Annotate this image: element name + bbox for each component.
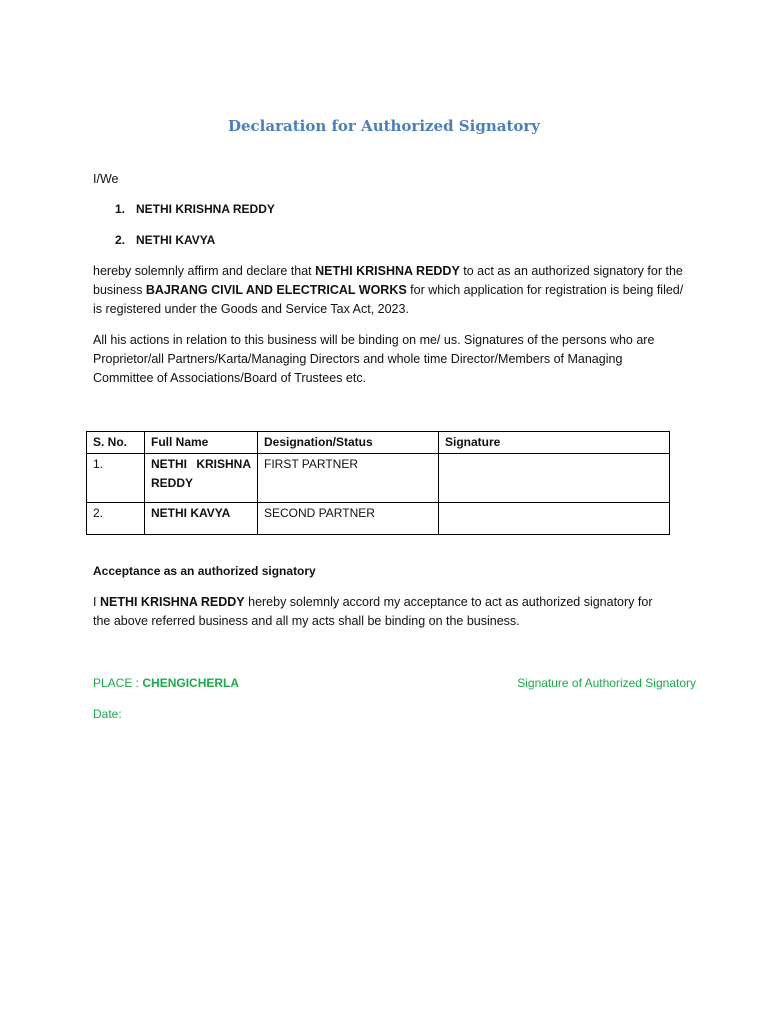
date-label: Date: [93,707,122,721]
signatory-name: NETHI KRISHNA REDDY [315,264,460,278]
list-number: 1. [115,202,126,216]
intro-text: I/We [93,172,119,186]
acceptance-text: I [93,595,100,609]
place-line [93,674,239,693]
table-row [87,454,670,503]
column-header: Full Name [145,432,258,454]
declaration-text: for which application for registration is being filed/ is registered under the Goods and Service Tax Act, 2023. [93,283,684,316]
column-header: S. No. [87,432,145,454]
cell-designation: SECOND PARTNER [258,503,439,535]
table-row [87,503,670,535]
cell-sno: 2. [87,503,145,535]
acceptance-paragraph [93,593,673,631]
column-header: Designation/Status [258,432,439,454]
cell-sno: 1. [87,454,145,503]
signatory-table [86,431,670,535]
place-value: CHENGICHERLA [142,676,240,690]
cell-name: NETHI KRISHNA REDDY [145,454,258,503]
person-list-item-1 [115,202,275,216]
signature-label: Signature of Authorized Signatory [517,676,696,690]
acceptance-text: hereby solemnly accord my acceptance to act as authorized signatory for the above referred business and all my acts shall be binding on the business. [93,595,653,628]
column-header: Signature [439,432,670,454]
cell-signature [439,503,670,535]
document-title: Declaration for Authorized Signatory [227,117,541,135]
cell-designation: FIRST PARTNER [258,454,439,503]
signatory-name: NETHI KRISHNA REDDY [99,595,245,609]
declaration-text: to act as an authorized signatory for the business [93,264,683,297]
cell-name: NETHI KAVYA [145,503,258,535]
table-header-row [87,432,670,454]
list-number: 2. [115,233,126,247]
declaration-text: hereby solemnly affirm and declare that [93,264,316,278]
business-name: BAJRANG CIVIL AND ELECTRICAL WORKS [145,283,407,297]
person-list-item-2 [115,233,215,247]
cell-signature [439,454,670,503]
declaration-paragraph [93,262,693,319]
person-name: NETHI KAVYA [136,233,216,247]
person-name: NETHI KRISHNA REDDY [136,202,275,216]
place-label: PLACE : [93,676,143,690]
acceptance-heading: Acceptance as an authorized signatory [93,564,316,578]
binding-paragraph: All his actions in relation to this business will be binding on me/ us. Signatures of the persons who are Proprietor/all Partners/Karta/Managing Directors and whole time Director/Members of Managing Committee of Associations/Board of Trustees etc. [93,333,655,385]
